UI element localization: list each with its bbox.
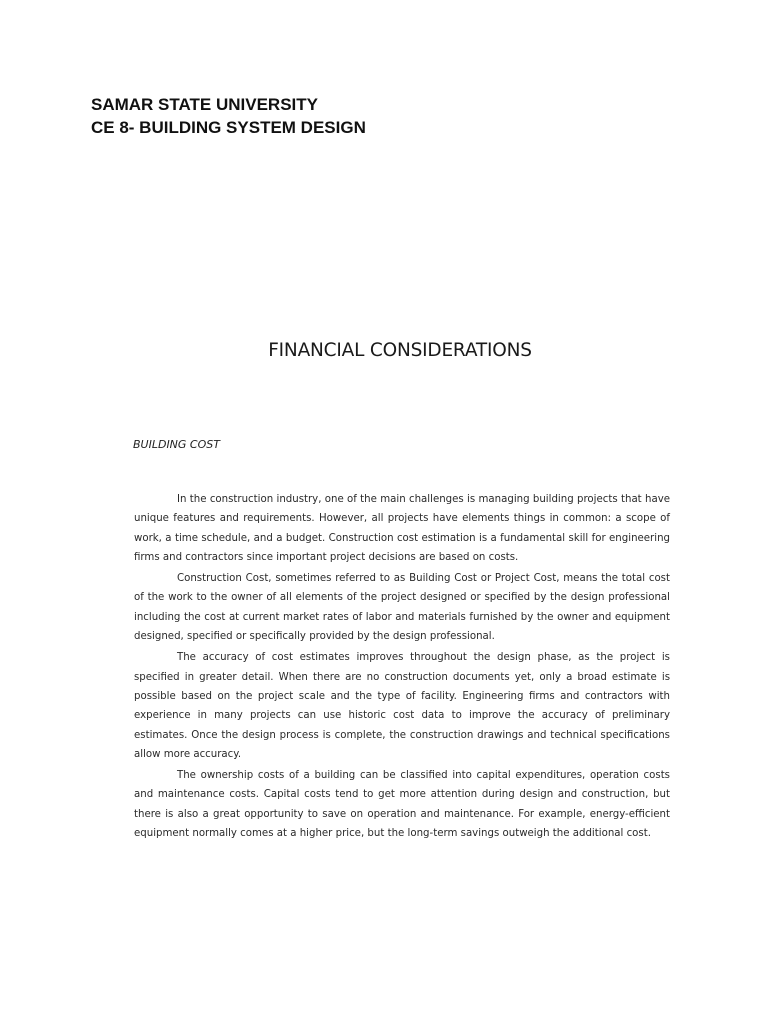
paragraph: The ownership costs of a building can be classified into capital expenditures, operation costs and maintenance costs. Capital costs tend to get more attention during design and construction, but there is also a great opportunity to save on operation and maintenance. For example, energy-efficient equipment normally comes at a higher price, but the long-term savings outweigh the additional cost. [134, 770, 670, 840]
paragraph: In the construction industry, one of the main challenges is managing building projects that have unique features and requirements. However, all projects have elements things in common: a scope of work, a time schedule, and a budget. Construction cost estimation is a fundamental skill for engineering firms and contractors since important project decisions are based on costs. [134, 494, 670, 563]
course-title: CE 8- BUILDING SYSTEM DESIGN [91, 118, 366, 137]
paragraph: The accuracy of cost estimates improves throughout the design phase, as the project is specified in greater detail. When there are no construction documents yet, only a broad estimate is possible based on the project scale and the type of facility. Engineering firms and contractors with experience in many projects can use historic cost data to improve the accuracy of preliminary estimates. Once the design process is complete, the construction drawings and technical specifications allow more accuracy. [134, 652, 670, 760]
body-text [134, 490, 670, 845]
university-name: SAMAR STATE UNIVERSITY [91, 95, 318, 114]
paragraph: Construction Cost, sometimes referred to as Building Cost or Project Cost, means the total cost of the work to the owner of all elements of the project designed or specified by the design professional including the cost at current market rates of labor and materials furnished by the owner and equipment designed, specified or specifically provided by the design professional. [134, 573, 670, 643]
document-title: FINANCIAL CONSIDERATIONS [268, 340, 532, 361]
section-heading: BUILDING COST [133, 438, 220, 451]
document-header [91, 93, 366, 139]
